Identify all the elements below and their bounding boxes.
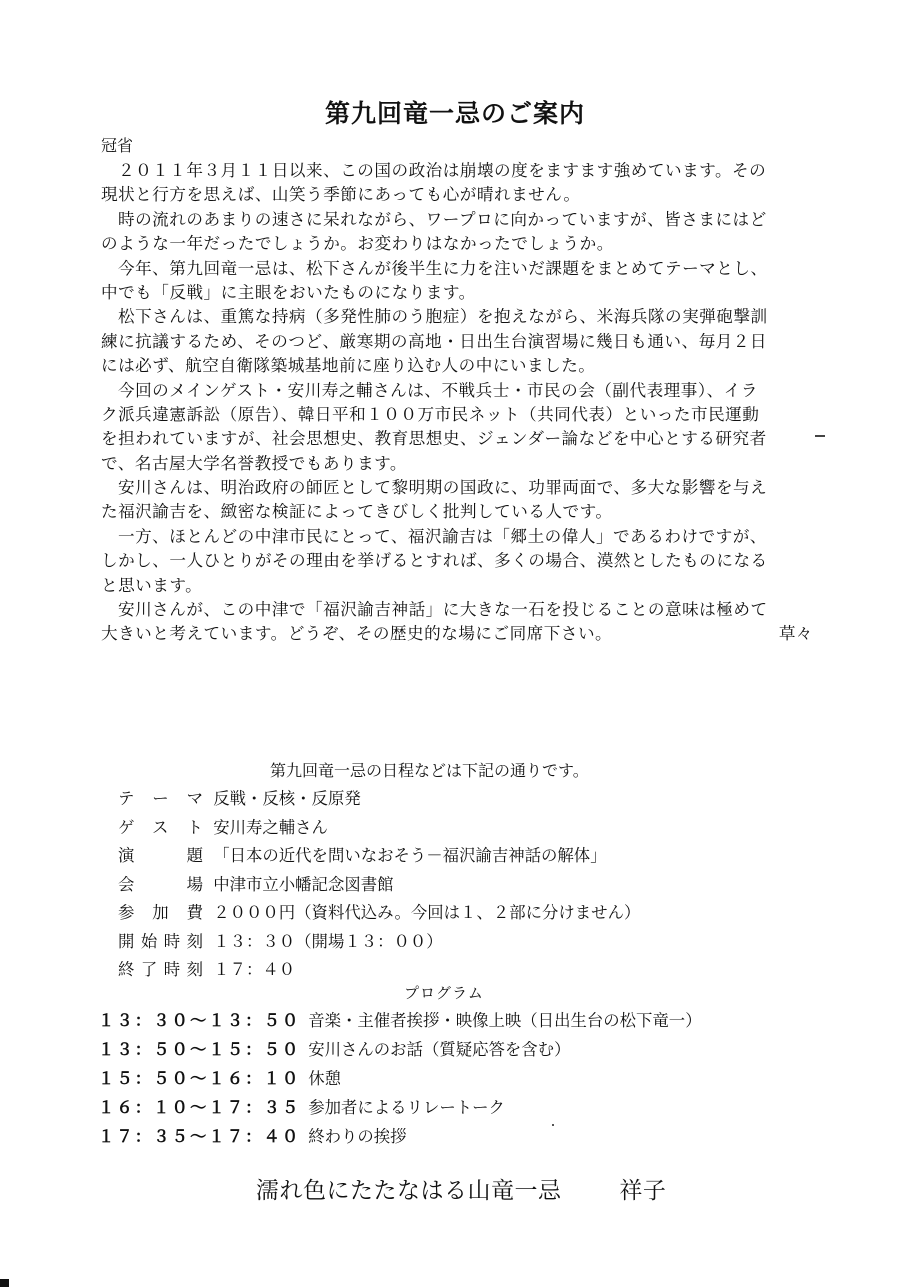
program-row (98, 1093, 702, 1122)
schedule-row (118, 871, 640, 900)
schedule-label: テーマ (118, 789, 204, 808)
schedule-value: 中津市立小幡記念図書館 (213, 874, 394, 894)
schedule-value: 安川寿之輔さん (213, 817, 328, 837)
paragraph-line: 安川さんは、明治政府の師匠として黎明期の国政に、功罪両面で、多大な影響を与え (118, 478, 768, 498)
schedule-row (118, 785, 640, 814)
letter-body (101, 159, 813, 647)
schedule-value: １３：３０（開場１３：００） (213, 931, 443, 951)
schedule-value: ２０００円（資料代込み。今回は１、２部に分けません） (213, 903, 641, 922)
paragraph-line: 一方、ほとんどの中津市民にとって、福沢諭吉は「郷土の偉人」であるわけですが、 (118, 526, 767, 546)
paragraph-line: のような一年だったでしょうか。お変わりはなかったでしょうか。 (101, 234, 614, 254)
paragraph-line: 松下さんは、重篤な持病（多発性肺のう胞症）を抱えながら、米海兵隊の実弾砲撃訓 (118, 307, 768, 327)
schedule-row (118, 899, 640, 928)
paragraph-line: 時の流れのあまりの速さに呆れながら、ワープロに向かっていますが、皆さまにはど (118, 209, 767, 229)
paragraph-line: には必ず、航空自衛隊築城基地前に座り込む人の中にいました。 (101, 356, 596, 376)
paragraph-line: た福沢諭吉を、緻密な検証によってきびしく批判している人です。 (101, 502, 613, 522)
program-item: 参加者によるリレートーク (308, 1098, 505, 1117)
paragraph-line: しかし、一人ひとりがその理由を挙げるとすれば、多くの場合、漠然としたものになる (101, 551, 768, 571)
schedule-label: 終了時刻 (118, 960, 204, 979)
schedule-label: 開始時刻 (118, 931, 204, 951)
schedule-label: 参加費 (118, 903, 204, 922)
schedule-value: 反戦・反核・反原発 (213, 789, 361, 808)
program-row (98, 1122, 702, 1151)
paragraph-line: 今年、第九回竜一忌は、松下さんが後半生に力を注いだ課題をまとめてテーマとし、 (118, 258, 768, 278)
paragraph-line: 中でも「反戦」に主眼をおいたものになります。 (101, 282, 476, 302)
schedule-row (118, 842, 640, 871)
paragraph-line: 練に抗議するため、そのつど、厳寒期の高地・日出生台演習場に幾日も通い、毎月２日 (101, 331, 767, 351)
haiku-author: 祥子 (619, 1178, 667, 1204)
scan-corner-mark (0, 1279, 9, 1287)
schedule-label: 演題 (118, 846, 204, 865)
schedule-value: １７：４０ (213, 960, 296, 979)
schedule-value: 「日本の近代を問いなおそう－福沢諭吉神話の解体」 (213, 846, 607, 865)
scan-mark (815, 435, 825, 437)
paragraph-line-last (101, 622, 813, 646)
haiku-text: 濡れ色にたたなはる山竜一忌 (256, 1178, 562, 1204)
salutation: 冠省 (101, 136, 134, 155)
paragraph-line-text: 大きいと考えています。どうぞ、その歴史的な場にご同席下さい。 (101, 624, 613, 644)
paragraph-line: と思います。 (101, 575, 203, 595)
schedule-heading: 第九回竜一忌の日程などは下記の通りです。 (270, 761, 589, 780)
program-list (98, 1006, 702, 1151)
paragraph-line: 今回のメインゲスト・安川寿之輔さんは、不戦兵士・市民の会（副代表理事）、イラ (118, 380, 758, 400)
schedule-row (118, 928, 640, 957)
program-row (98, 1006, 702, 1035)
scan-speck (552, 1124, 554, 1126)
paragraph-line: 現状と行方を思えば、山笑う季節にあっても心が晴れません。 (101, 185, 581, 205)
program-row (98, 1064, 702, 1093)
program-time: １６：１０～１７：３５ (98, 1098, 301, 1117)
program-time: １３：５０～１５：５０ (98, 1040, 301, 1059)
haiku (256, 1172, 666, 1205)
program-heading: プログラム (404, 984, 484, 1002)
paragraph-line: で、名古屋大学名誉教授でもあります。 (101, 453, 408, 473)
program-item: 安川さんのお話（質疑応答を含む） (308, 1040, 571, 1059)
paragraph-line: 安川さんが、この中津で「福沢諭吉神話」に大きな一石を投じることの意味は極めて (118, 600, 768, 620)
schedule-label: 会場 (118, 874, 204, 894)
program-item: 休憩 (308, 1069, 341, 1088)
schedule-row (118, 814, 640, 843)
closing-word: 草々 (778, 624, 813, 644)
program-time: １７：３５～１７：４０ (98, 1127, 301, 1146)
program-item: 終わりの挨拶 (308, 1127, 407, 1146)
page-title: 第九回竜一忌のご案内 (324, 99, 585, 128)
schedule-label: ゲスト (118, 817, 204, 837)
schedule-row (118, 956, 640, 985)
program-time: １５：５０～１６：１０ (98, 1069, 301, 1088)
paragraph-line: ク派兵違憲訴訟（原告）、韓日平和１００万市民ネット（共同代表）といった市民運動 (101, 404, 760, 424)
paragraph-line: を担われていますが、社会思想史、教育思想史、ジェンダー論などを中心とする研究者 (101, 429, 767, 449)
program-item: 音楽・主催者挨拶・映像上映（日出生台の松下竜一） (308, 1011, 702, 1030)
program-row (98, 1035, 702, 1064)
schedule-list (118, 785, 640, 985)
paragraph-line: ２０１１年３月１１日以来、この国の政治は崩壊の度をますます強めています。その (118, 161, 767, 180)
program-time: １３：３０～１３：５０ (98, 1011, 301, 1030)
